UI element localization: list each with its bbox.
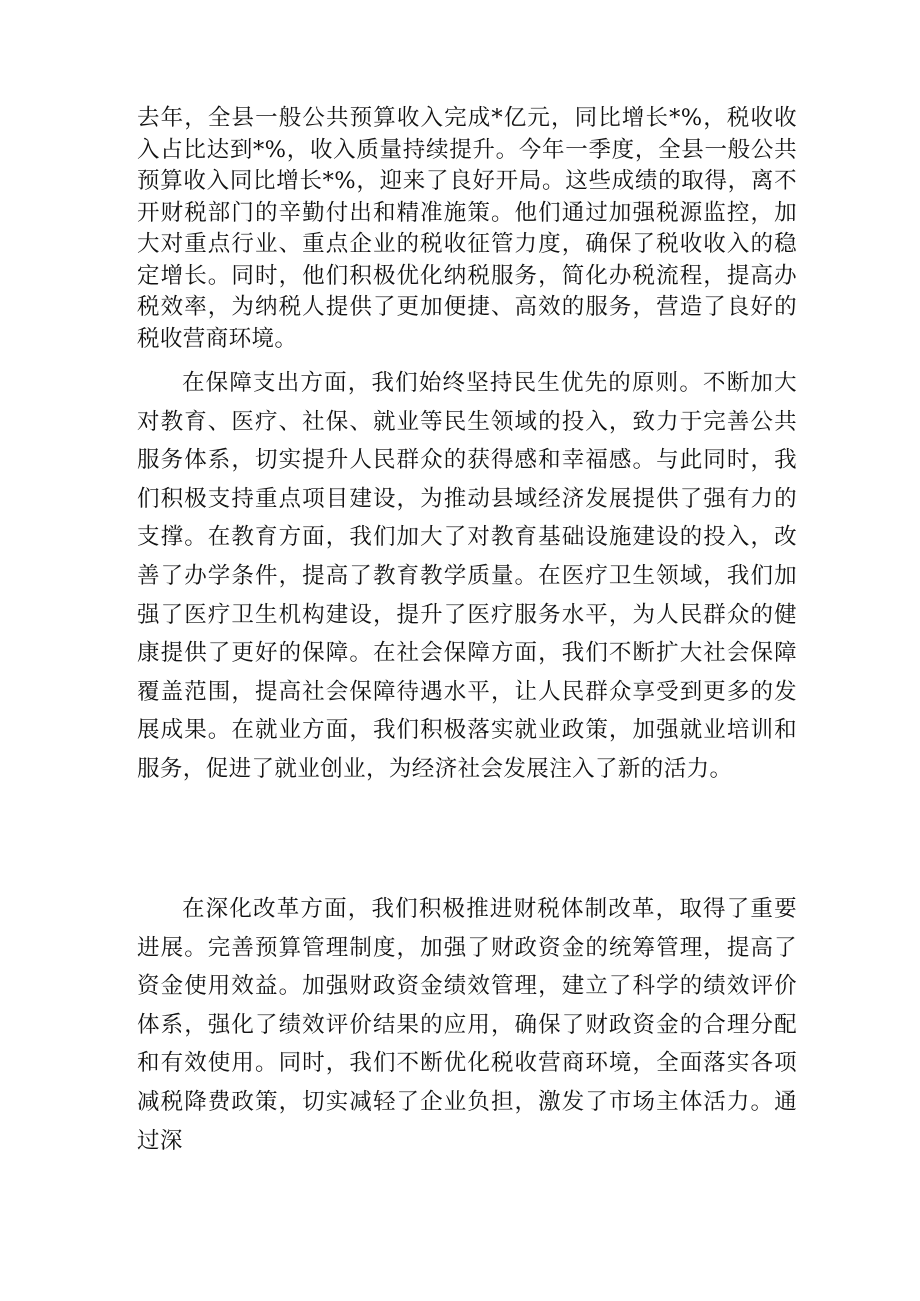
- paragraph-expenditure: 在保障支出方面，我们始终坚持民生优先的原则。不断加大对教育、医疗、社保、就业等民生领域的投入，致力于完善公共服务体系，切实提升人民群众的获得感和幸福感。与此同时，我们积极支持重点项目建设，为推动县域经济发展提供了强有力的支撑。在教育方面，我们加大了对教育基础设施建设的投入，改善了办学条件，提高了教育教学质量。在医疗卫生领域，我们加强了医疗卫生机构建设，提升了医疗服务水平，为人民群众的健康提供了更好的保障。在社会保障方面，我们不断扩大社会保障覆盖范围，提高社会保障待遇水平，让人民群众享受到更多的发展成果。在就业方面，我们积极落实就业政策，加强就业培训和服务，促进了就业创业，为经济社会发展注入了新的活力。: [137, 370, 797, 782]
- paragraph-revenue: 去年，全县一般公共预算收入完成*亿元，同比增长*%，税收收入占比达到*%，收入质量持续提升。今年一季度，全县一般公共预算收入同比增长*%，迎来了良好开局。这些成绩的取得，离不开财税部门的辛勤付出和精准施策。他们通过加强税源监控，加大对重点行业、重点企业的税收征管力度，确保了税收收入的稳定增长。同时，他们积极优化纳税服务，简化办税流程，提高办税效率，为纳税人提供了更加便捷、高效的服务，营造了良好的税收营商环境。: [137, 105, 797, 352]
- paragraph-reform: 在深化改革方面，我们积极推进财税体制改革，取得了重要进展。完善预算管理制度，加强了财政资金的统筹管理，提高了资金使用效益。加强财政资金绩效管理，建立了科学的绩效评价体系，强化了绩效评价结果的应用，确保了财政资金的合理分配和有效使用。同时，我们不断优化税收营商环境，全面落实各项减税降费政策，切实减轻了企业负担，激发了市场主体活力。通过深: [137, 896, 797, 1154]
